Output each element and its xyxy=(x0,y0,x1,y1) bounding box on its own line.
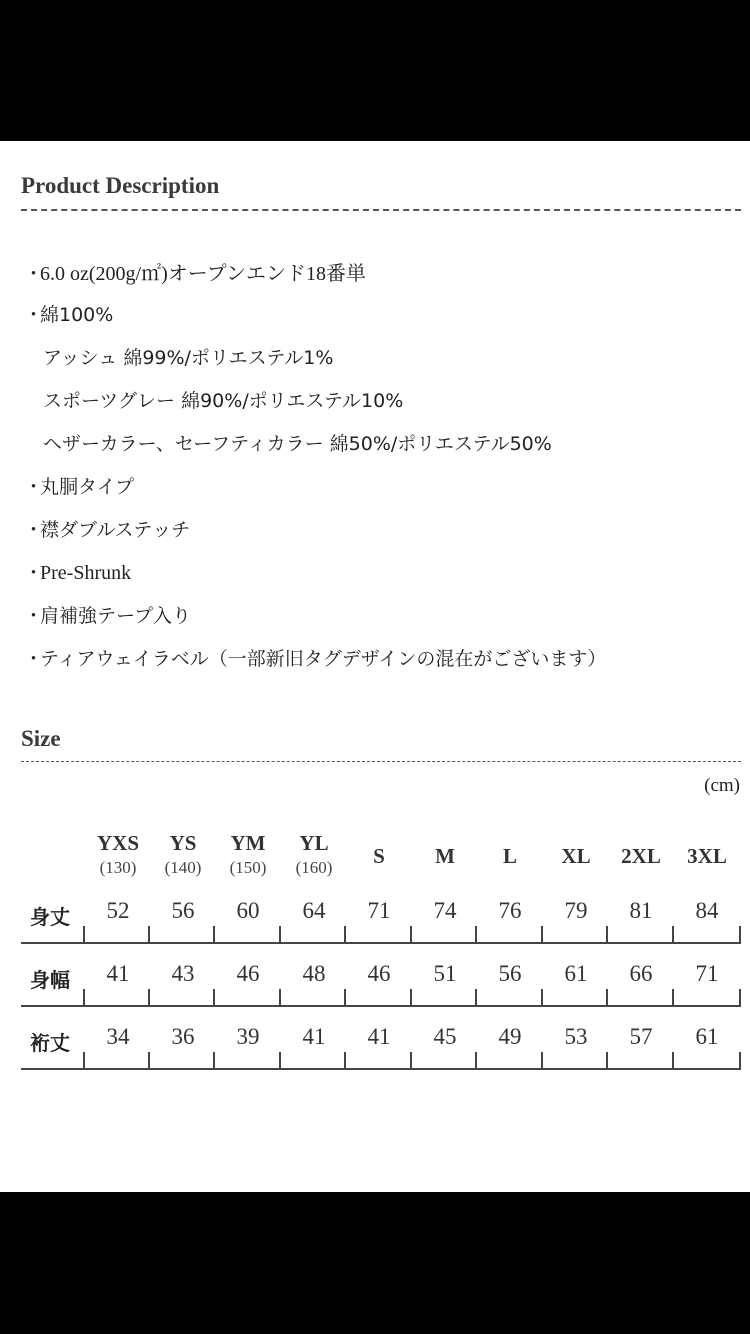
product-description-title: Product Description xyxy=(21,173,220,198)
height-label: (140) xyxy=(164,858,202,877)
column-tick xyxy=(606,989,608,1005)
size-value-cell: 43 xyxy=(171,961,195,986)
size-value-cell: 45 xyxy=(433,1024,457,1049)
column-tick xyxy=(410,1052,412,1068)
row-underline xyxy=(21,1068,741,1070)
description-item xyxy=(24,300,113,327)
description-item xyxy=(24,257,366,286)
description-text: ヘザーカラー、セーフティカラー 綿50%/ポリエステル50% xyxy=(43,433,552,455)
column-tick xyxy=(410,926,412,942)
description-item xyxy=(24,472,134,499)
column-tick xyxy=(475,926,477,942)
row-underline xyxy=(21,942,741,944)
size-column-header xyxy=(215,831,281,878)
size-column-header xyxy=(608,844,674,869)
measurement-label: 身幅 xyxy=(30,968,70,992)
size-label: YM xyxy=(230,831,266,855)
height-label: (160) xyxy=(295,858,333,877)
column-tick xyxy=(672,926,674,942)
bullet-dot: ・ xyxy=(24,562,44,584)
size-value-cell: 46 xyxy=(236,961,260,986)
column-tick xyxy=(739,989,741,1005)
column-tick xyxy=(475,989,477,1005)
size-value-cell: 56 xyxy=(498,961,522,986)
size-label: YS xyxy=(169,831,197,855)
column-tick xyxy=(83,926,85,942)
description-item xyxy=(24,644,606,671)
description-text: 肩補強テープ入り xyxy=(40,605,192,627)
size-label: YXS xyxy=(96,831,139,855)
size-column-header xyxy=(543,844,609,869)
column-tick xyxy=(213,1052,215,1068)
column-tick xyxy=(279,1052,281,1068)
size-value-cell: 81 xyxy=(629,898,653,923)
description-text: 丸胴タイプ xyxy=(40,476,135,498)
column-tick xyxy=(475,1052,477,1068)
column-tick xyxy=(213,926,215,942)
size-label: XL xyxy=(561,844,591,868)
description-text: アッシュ 綿99%/ポリエステル1% xyxy=(43,347,334,369)
size-label: S xyxy=(373,844,385,868)
size-value-cell: 36 xyxy=(171,1024,195,1049)
column-tick xyxy=(279,989,281,1005)
column-tick xyxy=(213,989,215,1005)
measurement-label: 身丈 xyxy=(30,905,70,929)
size-value-cell: 51 xyxy=(433,961,457,986)
size-value-cell: 46 xyxy=(367,961,391,986)
size-value-cell: 71 xyxy=(367,898,391,923)
description-text: 綿100% xyxy=(40,304,114,326)
column-tick xyxy=(541,1052,543,1068)
size-label: YL xyxy=(299,831,329,855)
description-subitem xyxy=(43,429,552,456)
size-value-cell: 41 xyxy=(302,1024,326,1049)
description-subitem xyxy=(43,386,403,413)
size-title: Size xyxy=(21,726,61,751)
size-value-cell: 66 xyxy=(629,961,653,986)
description-subitem xyxy=(43,343,333,370)
size-value-cell: 34 xyxy=(106,1024,130,1049)
size-column-header xyxy=(674,844,740,869)
column-tick xyxy=(541,989,543,1005)
product-info-page xyxy=(0,141,750,1192)
size-value-cell: 48 xyxy=(302,961,326,986)
bullet-dot: ・ xyxy=(24,304,44,326)
column-tick xyxy=(344,1052,346,1068)
column-tick xyxy=(410,989,412,1005)
size-label: 2XL xyxy=(621,844,661,868)
size-value-cell: 57 xyxy=(629,1024,653,1049)
size-value-cell: 79 xyxy=(564,898,588,923)
column-tick xyxy=(279,926,281,942)
description-text: 6.0 oz(200g/㎡)オープンエンド18番単 xyxy=(40,263,366,285)
column-tick xyxy=(672,989,674,1005)
unit-label: (cm) xyxy=(704,775,740,796)
size-value-cell: 84 xyxy=(695,898,719,923)
bullet-dot: ・ xyxy=(24,519,44,541)
size-value-cell: 39 xyxy=(236,1024,260,1049)
description-text: ティアウェイラベル（一部新旧タグデザインの混在がございます） xyxy=(40,648,607,670)
column-tick xyxy=(739,926,741,942)
description-text: Pre-Shrunk xyxy=(40,562,132,584)
size-value-cell: 49 xyxy=(498,1024,522,1049)
size-column-header xyxy=(346,844,412,869)
column-tick xyxy=(83,989,85,1005)
size-column-header xyxy=(412,844,478,869)
column-tick xyxy=(148,1052,150,1068)
measurement-label: 裄丈 xyxy=(30,1031,70,1055)
size-value-cell: 61 xyxy=(695,1024,719,1049)
size-column-header xyxy=(281,831,347,878)
column-tick xyxy=(344,989,346,1005)
size-value-cell: 71 xyxy=(695,961,719,986)
column-tick xyxy=(606,1052,608,1068)
section-divider xyxy=(21,209,741,211)
bullet-dot: ・ xyxy=(24,476,44,498)
size-value-cell: 52 xyxy=(106,898,130,923)
size-value-cell: 60 xyxy=(236,898,260,923)
size-value-cell: 56 xyxy=(171,898,195,923)
size-label: M xyxy=(435,844,455,868)
size-column-header xyxy=(477,844,543,869)
size-value-cell: 41 xyxy=(106,961,130,986)
bullet-dot: ・ xyxy=(24,648,44,670)
column-tick xyxy=(672,1052,674,1068)
size-value-cell: 61 xyxy=(564,961,588,986)
description-item xyxy=(24,515,190,542)
bullet-dot: ・ xyxy=(24,605,44,627)
description-text: スポーツグレー 綿90%/ポリエステル10% xyxy=(43,390,404,412)
column-tick xyxy=(83,1052,85,1068)
description-item xyxy=(24,558,131,585)
bullet-dot: ・ xyxy=(24,263,44,285)
column-tick xyxy=(344,926,346,942)
height-label: (130) xyxy=(99,858,137,877)
column-tick xyxy=(148,989,150,1005)
section-divider xyxy=(21,761,741,762)
size-value-cell: 76 xyxy=(498,898,522,923)
description-item xyxy=(24,601,191,628)
column-tick xyxy=(148,926,150,942)
size-label: L xyxy=(502,844,517,868)
size-value-cell: 74 xyxy=(433,898,457,923)
description-text: 襟ダブルステッチ xyxy=(40,519,191,541)
size-value-cell: 64 xyxy=(302,898,326,923)
size-value-cell: 41 xyxy=(367,1024,391,1049)
row-underline xyxy=(21,1005,741,1007)
column-tick xyxy=(541,926,543,942)
column-tick xyxy=(739,1052,741,1068)
size-label: 3XL xyxy=(687,844,727,868)
size-column-header xyxy=(85,831,151,878)
column-tick xyxy=(606,926,608,942)
size-column-header xyxy=(150,831,216,878)
size-value-cell: 53 xyxy=(564,1024,588,1049)
height-label: (150) xyxy=(229,858,267,877)
